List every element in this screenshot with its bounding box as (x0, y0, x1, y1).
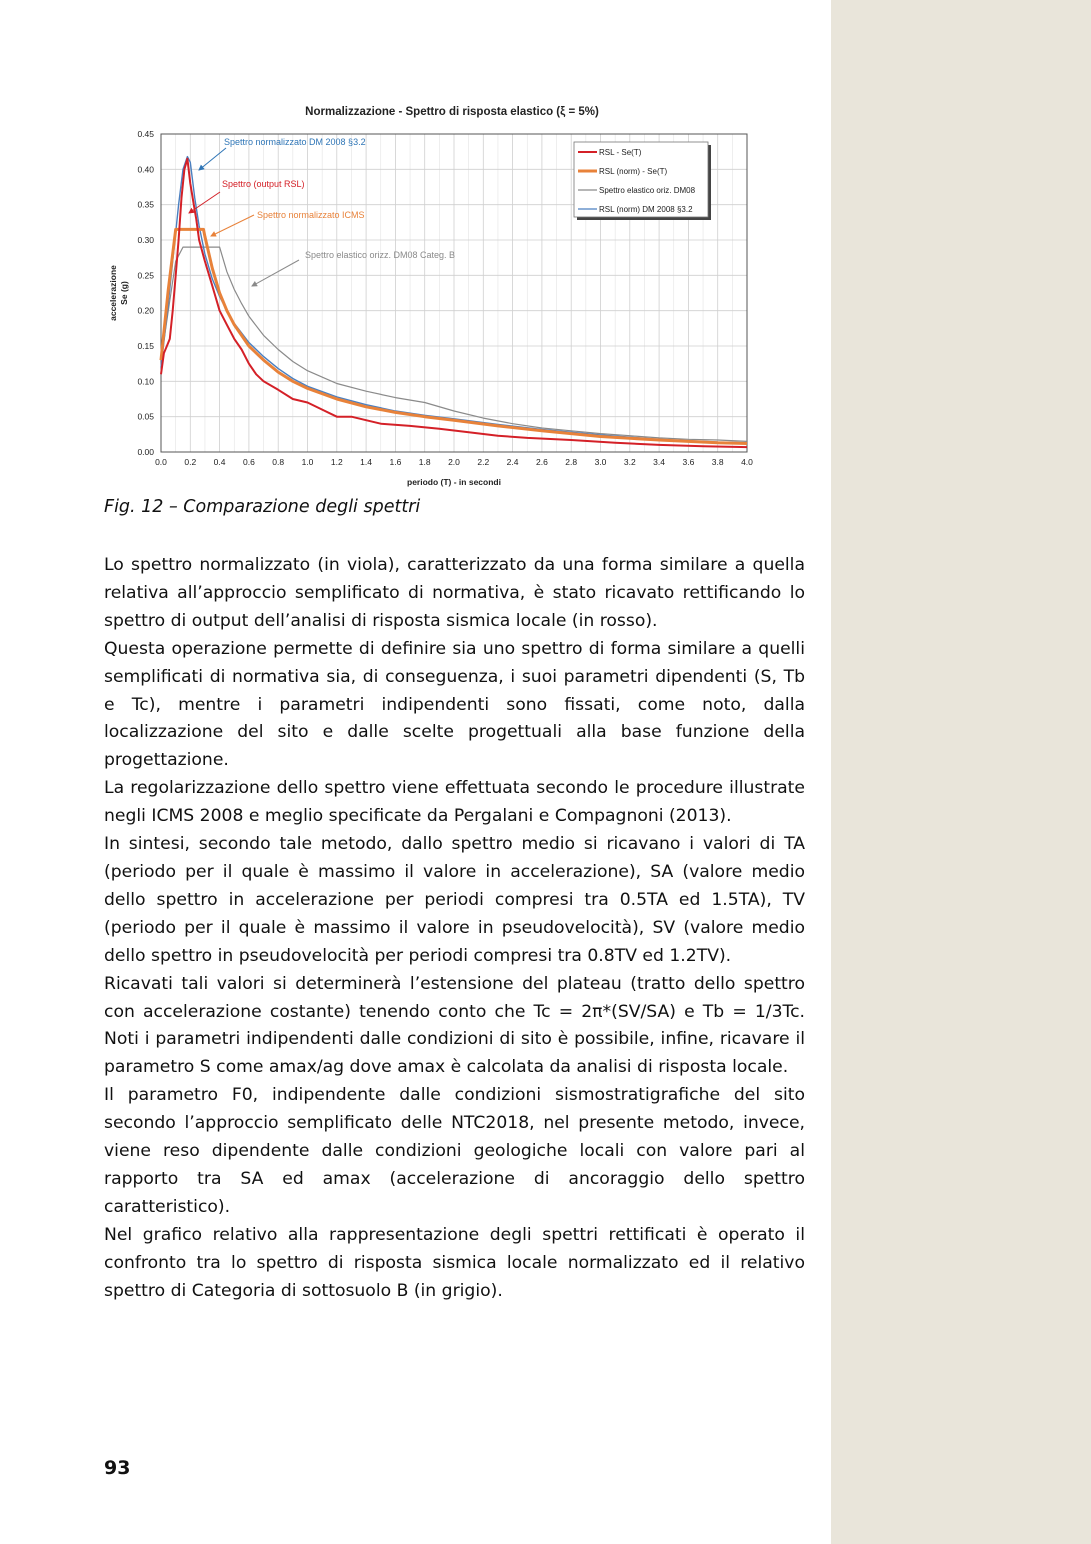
paragraph: La regolarizzazione dello spettro viene effettuata secondo le procedure illustrate negli ICMS 2008 e meglio specificate da Pergalani e Compagnoni (2013). (104, 778, 805, 827)
chart-title: Normalizzazione - Spettro di risposta elastico (ξ = 5%) (305, 106, 599, 118)
annotation-icms-arrow (211, 215, 254, 236)
annotation-dm2008: Spettro normalizzato DM 2008 §3.2 (224, 137, 366, 147)
side-band (831, 0, 1091, 1544)
paragraph: Questa operazione permette di definire sia uno spettro di forma similare a quelli semplificati di normativa sia, di conseguenza, i suoi parametri dipendenti (S, Tb e Tc), mentre i parametri indipendenti sono fissati, come noto, dalla localizzazione del sito e dalle scelte progettuali alla base funzione della progettazione. (104, 638, 805, 771)
x-tick-label: 0.6 (242, 457, 255, 467)
legend-label: Spettro elastico oriz. DM08 (599, 186, 696, 195)
page-number: 93 (104, 1457, 131, 1479)
x-tick-label: 2.4 (506, 457, 519, 467)
x-tick-label: 3.8 (711, 457, 724, 467)
x-tick-label: 3.0 (594, 457, 607, 467)
spectrum-chart (100, 98, 760, 493)
annotation-icms: Spettro normalizzato ICMS (257, 210, 365, 220)
y-tick-label: 0.15 (137, 341, 154, 351)
x-tick-label: 0.4 (213, 457, 226, 467)
y-tick-label: 0.35 (137, 199, 154, 210)
chart-svg (100, 98, 760, 493)
paragraph: Ricavati tali valori si determinerà l’estensione del plateau (tratto dello spettro con accelerazione costante) tenendo conto che Tc = 2π*(SV/SA) e Tb = 1/3Tc. Noti i parametri indipendenti dalle condizioni di sito è possibile, infine, ricavare il parametro S come amax/ag dove amax è calcolata da analisi di risposta locale. (104, 973, 805, 1078)
x-tick-label: 0.0 (155, 457, 167, 467)
x-tick-label: 0.8 (272, 457, 285, 467)
x-tick-label: 1.8 (418, 457, 431, 467)
paragraph: Lo spettro normalizzato (in viola), caratterizzato da una forma similare a quella relativa all’approccio semplificato di normativa, è stato ricavato rettificando lo spettro di output dell’analisi di risposta sismica locale (in rosso). (104, 555, 805, 631)
x-tick-label: 2.0 (448, 457, 460, 467)
paragraph: Nel grafico relativo alla rappresentazione degli spettri rettificati è operato il confronto tra lo spettro di risposta sismica locale normalizzato ed il relativo spettro di Categoria di sottosuolo B (in grigio). (104, 1224, 805, 1301)
y-tick-label: 0.20 (137, 305, 154, 316)
x-tick-label: 2.2 (477, 457, 490, 467)
y-axis-label-line1: accelerazione (108, 265, 118, 321)
x-axis-label: periodo (T) - in secondi (407, 477, 501, 487)
x-tick-label: 3.4 (653, 457, 666, 467)
x-tick-label: 1.0 (301, 457, 314, 467)
body-text (104, 552, 805, 1305)
y-tick-label: 0.05 (137, 411, 154, 422)
x-tick-label: 3.2 (623, 457, 636, 467)
paragraph: Il parametro F0, indipendente dalle condizioni sismostratigrafiche del sito secondo l’approccio semplificato delle NTC2018, nel presente metodo, invece, viene reso dipendente dalle condizioni geologiche locali con valore pari al rapporto tra SA ed amax (accelerazione di ancoraggio dello spettro caratteristico). (104, 1085, 805, 1217)
y-tick-label: 0.10 (137, 376, 154, 387)
y-tick-label: 0.30 (137, 235, 154, 245)
x-tick-label: 0.2 (184, 457, 197, 467)
chart-legend (574, 142, 711, 220)
x-tick-label: 2.8 (565, 457, 578, 467)
annotation-rsl: Spettro (output RSL) (222, 179, 305, 189)
y-tick-label: 0.00 (137, 447, 154, 457)
x-tick-label: 1.4 (360, 457, 373, 467)
legend-label: RSL - Se(T) (599, 148, 642, 157)
x-tick-label: 1.2 (330, 457, 343, 467)
annotation-dm08: Spettro elastico orizz. DM08 Categ. B (305, 250, 456, 260)
y-tick-label: 0.40 (137, 164, 154, 175)
paragraph: In sintesi, secondo tale metodo, dallo spettro medio si ricavano i valori di TA (periodo per il quale è massimo il valore in accelerazione), SA (valore medio dello spettro in accelerazione per periodi compresi tra 0.5TA ed 1.5TA), TV (periodo per il quale è massimo il valore in pseudovelocità), SV (valore medio dello spettro in pseudovelocità per periodi compresi tra 0.8TV ed 1.2TV). (104, 834, 805, 966)
annotation-dm2008-arrow (199, 148, 226, 170)
x-tick-label: 2.6 (535, 457, 548, 467)
x-tick-label: 4.0 (741, 457, 753, 467)
x-tick-label: 1.6 (389, 457, 402, 467)
y-tick-label: 0.25 (137, 270, 154, 281)
legend-label: RSL (norm) - Se(T) (599, 167, 668, 176)
legend-label: RSL (norm) DM 2008 §3.2 (599, 205, 693, 214)
figure-caption: Fig. 12 – Comparazione degli spettri (104, 497, 421, 517)
y-tick-label: 0.45 (137, 129, 154, 139)
y-axis-label-line2: Se (g) (119, 281, 129, 305)
annotation-dm08-arrow (252, 260, 299, 286)
x-tick-label: 3.6 (682, 457, 695, 467)
